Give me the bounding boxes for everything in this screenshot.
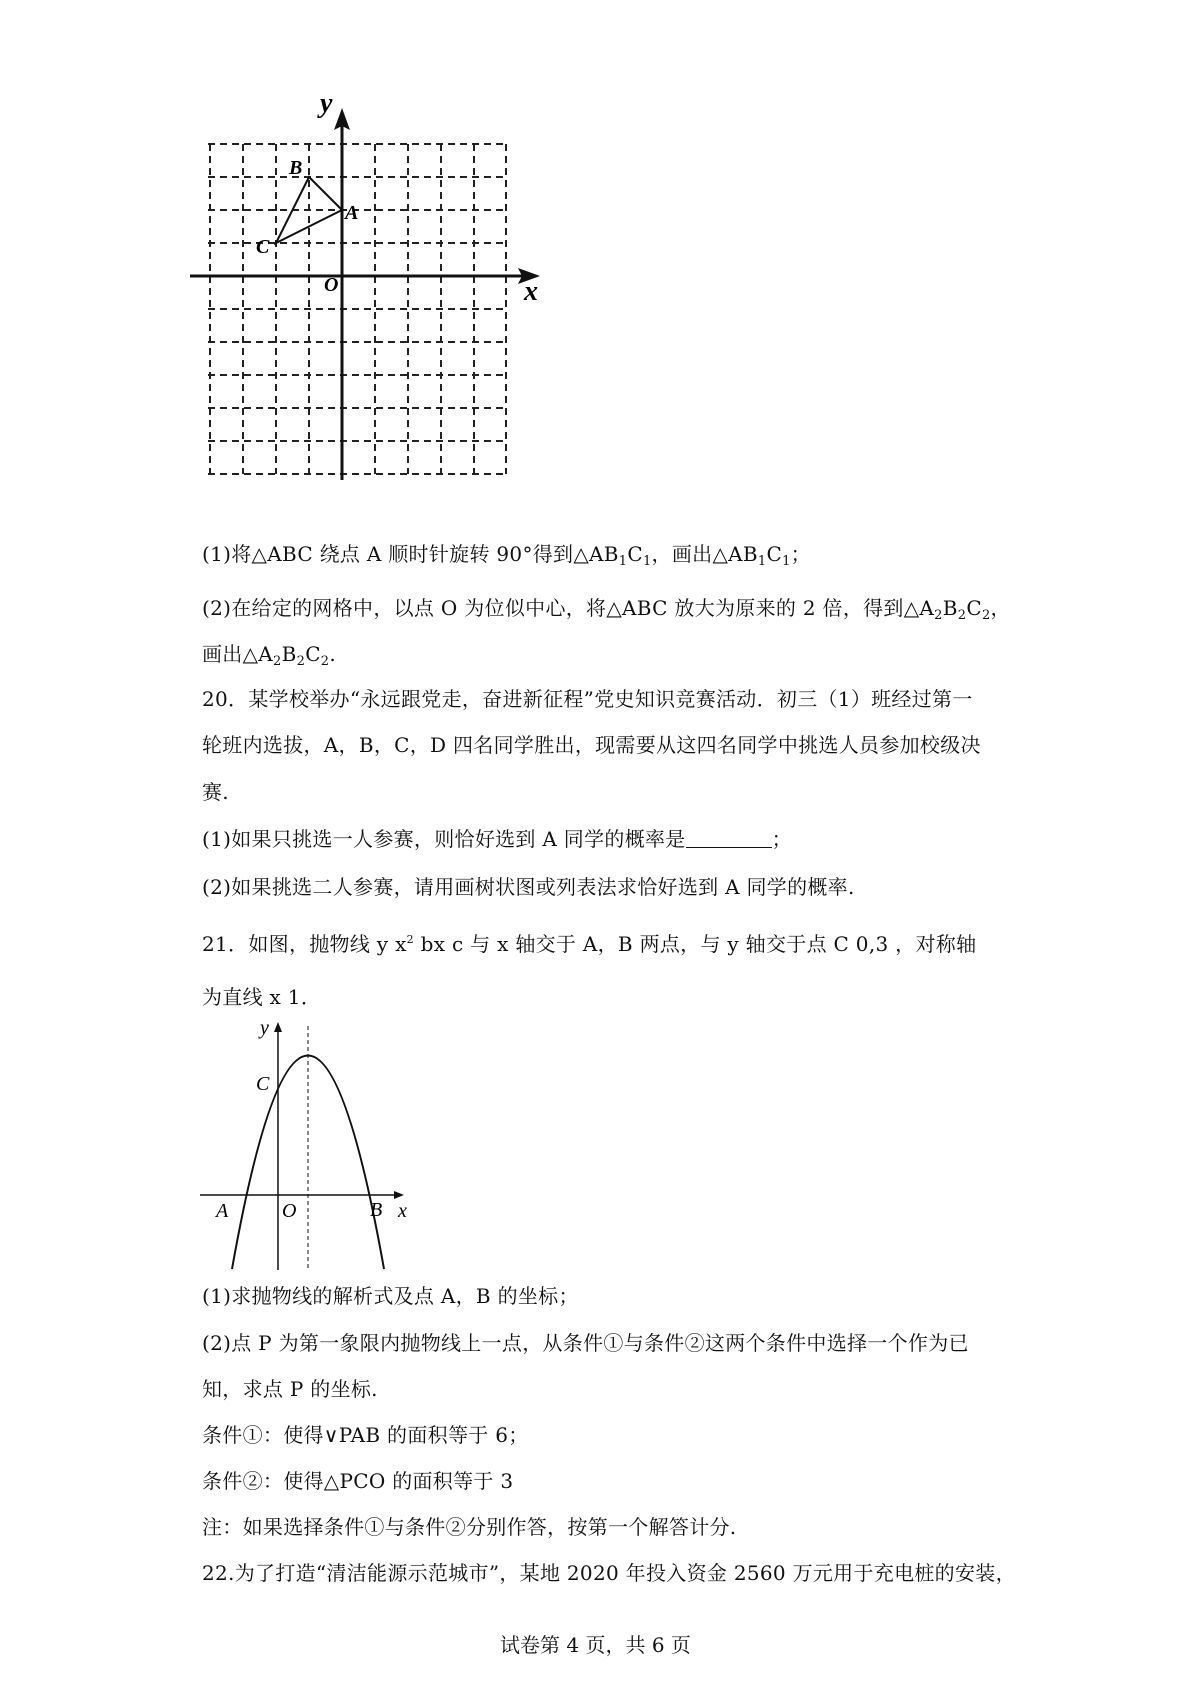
q20-line1: 20．某学校举办“永远跟党走，奋进新征程”党史知识竞赛活动．初三（1）班经过第一 [202,687,973,711]
label-x: x [398,1200,407,1222]
label-point-c: C [256,236,270,258]
q21-line2: 为直线 x 1． [202,985,322,1009]
label-y: y [320,88,333,119]
answer-blank [686,829,772,848]
label-x: x [524,276,538,307]
q19-part2-cont: 画出$\triangle A_2B_2C_2$. [202,642,337,669]
label-point-b: B [289,157,303,179]
parabola-figure [196,1018,426,1278]
y-axis-arrow [274,1022,282,1032]
q21-line1: 21．如图，抛物线 y $x^2$ bx c 与 x 轴交于 A，B 两点，与 y 轴交于点 C 0,3 ，对称轴 [202,932,977,956]
q20-part1: (1)如果只挑选一人参赛，则恰好选到 A 同学的概率是 ； [202,827,792,851]
label-y: y [260,1018,269,1039]
label-point-a: A [345,202,359,224]
q21-part2-line2: 知，求点 P 的坐标. [202,1377,378,1401]
label-point-b: B [370,1199,383,1221]
q22-line1: 22.为了打造“清洁能源示范城市”，某地 2020 年投入资金 2560 万元用于充电桩的安装， [202,1561,1016,1585]
label-origin: O [324,274,339,296]
label-origin: O [282,1200,297,1222]
q19-part2: (2)在给定的网格中，以点 O 为位似中心，将△ABC 放大为原来的 2 倍，得到$\triangle A_2B_2C_2$， [202,596,1011,623]
q20-part2: (2)如果挑选二人参赛，请用画树状图或列表法求恰好选到 A 同学的概率. [202,875,855,899]
q21-condition2: 条件②：使得△PCO 的面积等于 3 [202,1469,514,1493]
q21-condition1: 条件①：使得∨PAB 的面积等于 6； [202,1423,529,1447]
page-footer: 试卷第 4 页，共 6 页 [500,1633,691,1657]
label-point-c: C [256,1073,270,1095]
q21-part2-line1: (2)点 P 为第一象限内抛物线上一点，从条件①与条件②这两个条件中选择一个作为已 [202,1331,969,1355]
q19-part1: (1)将△ABC 绕点 A 顺时针旋转 90°得到$\triangle AB_1C_1$，画出$\triangle AB_1C_1$； [202,542,811,569]
label-point-a: A [216,1200,229,1222]
grid-figure [190,88,550,518]
q21-note: 注：如果选择条件①与条件②分别作答，按第一个解答计分. [202,1515,737,1539]
q20-line2: 轮班内选拔，A，B，C，D 四名同学胜出，现需要从这四名同学中挑选人员参加校级决 [202,733,981,757]
x-axis-arrow [394,1191,404,1199]
q20-line3: 赛. [202,780,229,804]
dashed-grid [208,144,506,474]
q21-part1: (1)求抛物线的解析式及点 A，B 的坐标； [202,1284,579,1308]
